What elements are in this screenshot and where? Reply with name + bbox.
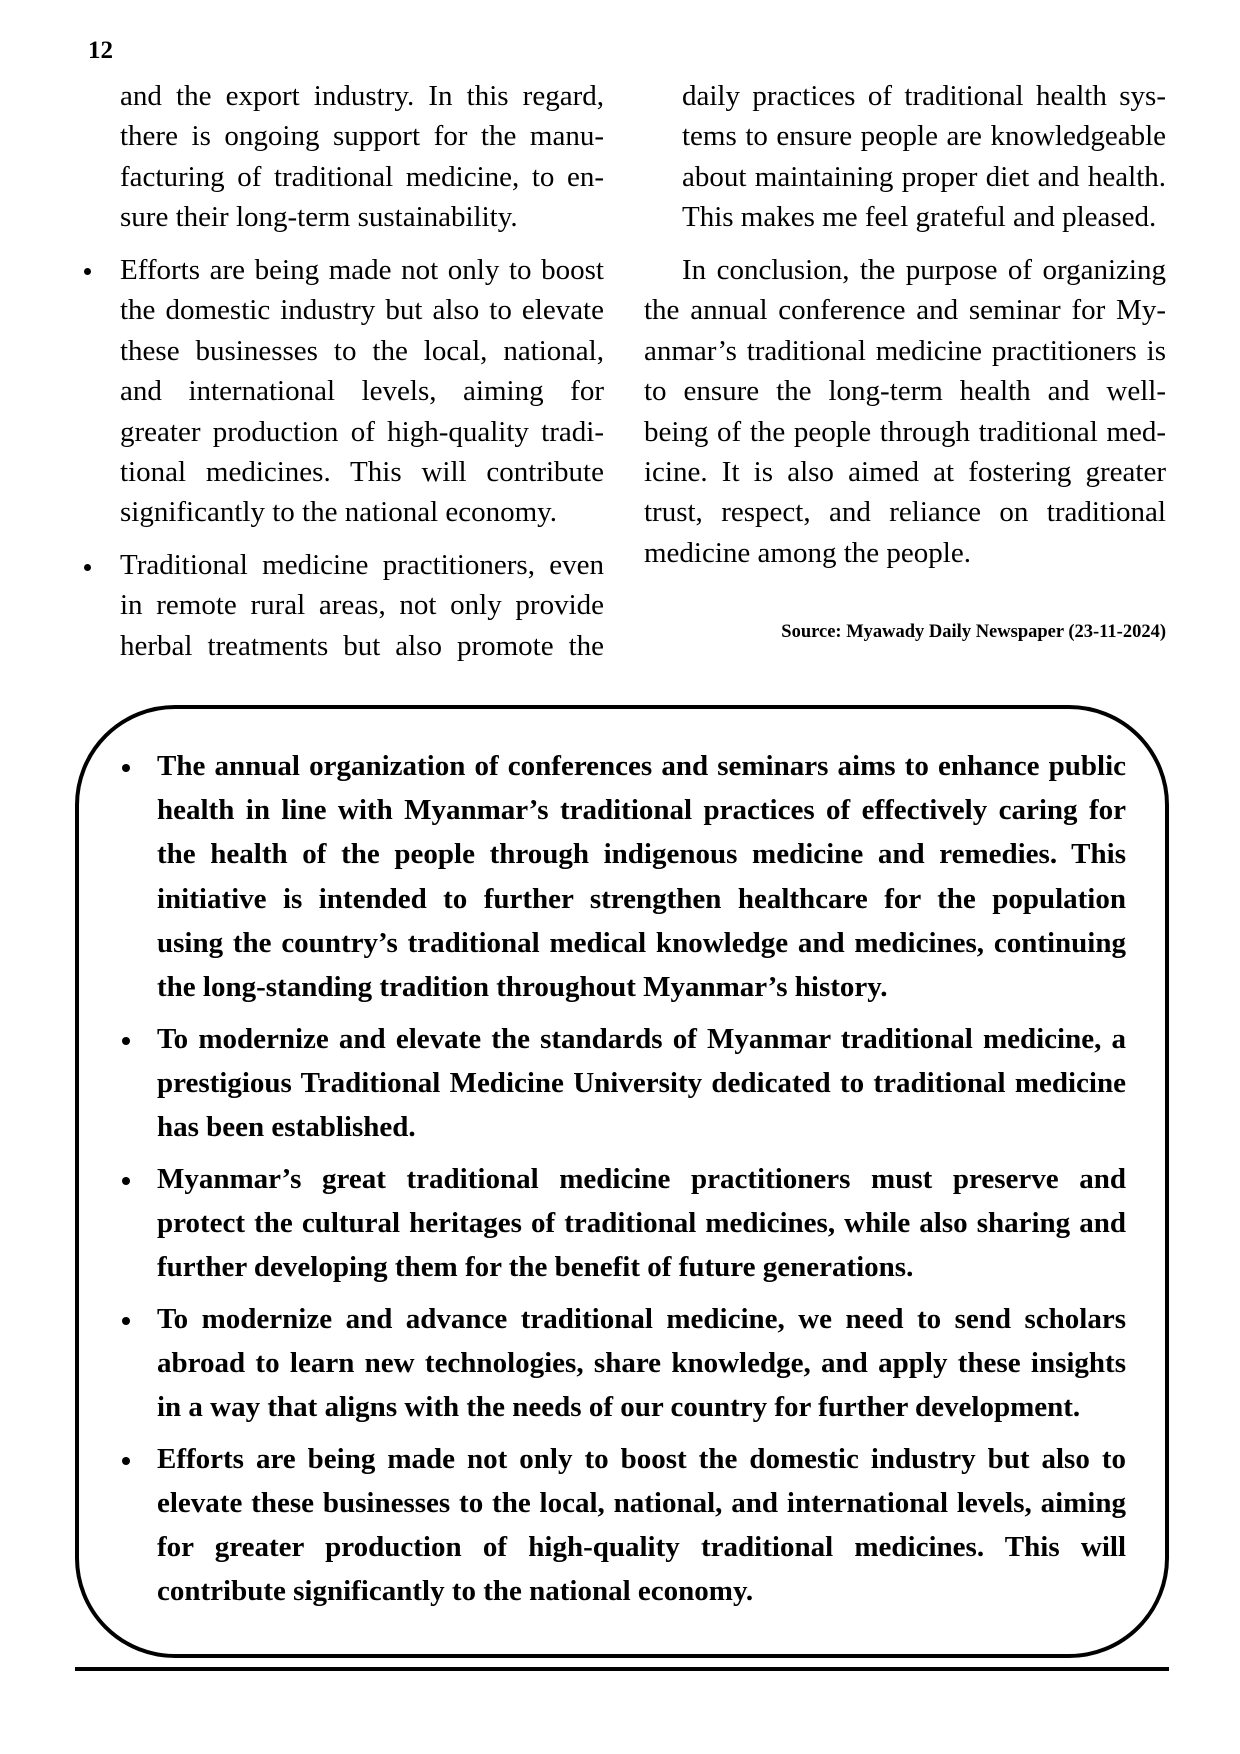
text-line: The annual organization of conferences and seminars aims to enhance public xyxy=(157,750,1126,782)
text-line: abroad to learn new technologies, share knowledge, and apply these insights xyxy=(157,1346,1126,1379)
conclusion-paragraph xyxy=(644,250,1166,573)
bullet-icon xyxy=(122,1177,130,1185)
text-line: in remote rural areas, not only provide xyxy=(120,589,604,622)
page-number: 12 xyxy=(88,37,113,64)
bullet-item xyxy=(157,744,1126,1009)
text-line: to ensure the long-term health and well- xyxy=(644,375,1166,408)
text-line: significantly to the national economy. xyxy=(120,496,558,529)
text-line: has been established. xyxy=(157,1111,416,1143)
text-line: there is ongoing support for the manu- xyxy=(120,120,604,153)
text-line: and the export industry. In this regard, xyxy=(120,80,604,112)
text-line: initiative is intended to further strengthen healthcare for the population xyxy=(157,882,1126,915)
text-line: the domestic industry but also to elevate xyxy=(120,294,604,327)
text-line: sure their long-term sustainability. xyxy=(120,201,518,234)
text-line: the long-standing tradition throughout Myanmar’s history. xyxy=(157,970,888,1003)
text-line: the annual conference and seminar for My- xyxy=(644,294,1166,327)
bullet-icon xyxy=(122,1457,130,1465)
text-line: medicine among the people. xyxy=(644,536,971,569)
bullet-icon xyxy=(122,764,130,772)
text-line: prestigious Traditional Medicine University dedicated to traditional medicine xyxy=(157,1066,1126,1099)
text-line: being of the people through traditional med- xyxy=(644,415,1166,448)
text-line: elevate these businesses to the local, national, and international levels, aiming xyxy=(157,1487,1126,1519)
text-line: these businesses to the local, national, xyxy=(120,334,604,367)
bullet-icon xyxy=(122,1037,130,1045)
text-line: in a way that aligns with the needs of our country for further development. xyxy=(157,1391,1081,1424)
bullet-icon xyxy=(84,564,91,571)
bullet-item xyxy=(157,1017,1126,1150)
right-column xyxy=(644,76,1166,676)
text-line: Myanmar’s great traditional medicine practitioners must preserve and xyxy=(157,1162,1126,1195)
bullet-item xyxy=(120,250,604,533)
text-line: tional medicines. This will contribute xyxy=(120,455,604,488)
text-line: This makes me feel grateful and pleased. xyxy=(682,201,1157,234)
summary-box xyxy=(75,705,1169,1658)
bullet-icon xyxy=(122,1317,130,1325)
bullet-icon xyxy=(84,268,91,275)
text-line: daily practices of traditional health sys- xyxy=(682,80,1166,112)
bullet-item xyxy=(157,1297,1126,1430)
bullet-item xyxy=(120,545,604,666)
text-line: To modernize and elevate the standards of Myanmar traditional medicine, a xyxy=(157,1022,1126,1055)
text-line: icine. It is also aimed at fostering greater xyxy=(644,455,1166,488)
text-line: Efforts are being made not only to boost xyxy=(120,253,604,286)
text-line: further developing them for the benefit of future generations. xyxy=(157,1251,914,1284)
text-line: and international levels, aiming for xyxy=(120,375,604,408)
text-line: the health of the people through indigenous medicine and remedies. This xyxy=(157,838,1126,871)
text-line: herbal treatments but also promote the xyxy=(120,629,604,662)
text-line: To modernize and advance traditional medicine, we need to send scholars xyxy=(157,1302,1126,1335)
text-line: facturing of traditional medicine, to en- xyxy=(120,160,604,193)
left-column xyxy=(120,76,604,666)
source-citation: Source: Myawady Daily Newspaper (23-11-2024) xyxy=(781,622,1166,642)
text-line: greater production of high-quality tradi- xyxy=(120,415,604,448)
bullet-item xyxy=(157,1437,1126,1614)
bullet-continuation xyxy=(644,76,1166,238)
text-line: using the country’s traditional medical knowledge and medicines, continuing xyxy=(157,926,1126,959)
text-line: for greater production of high-quality traditional medicines. This will xyxy=(157,1531,1126,1564)
bullet-continuation xyxy=(120,76,604,238)
text-line: anmar’s traditional medicine practitioners is xyxy=(644,334,1166,367)
text-line: In conclusion, the purpose of organizing xyxy=(682,253,1166,286)
bottom-rule xyxy=(75,1667,1169,1671)
summary-box-content xyxy=(157,744,1126,1614)
text-line: trust, respect, and reliance on traditional xyxy=(644,496,1166,529)
text-line: contribute significantly to the national economy. xyxy=(157,1575,754,1608)
text-line: about maintaining proper diet and health. xyxy=(682,160,1166,193)
bullet-item xyxy=(157,1157,1126,1290)
text-line: protect the cultural heritages of traditional medicines, while also sharing and xyxy=(157,1206,1126,1239)
text-line: Traditional medicine practitioners, even xyxy=(120,549,604,582)
text-line: health in line with Myanmar’s traditional practices of effectively caring for xyxy=(157,794,1126,827)
text-line: Efforts are being made not only to boost the domestic industry but also to xyxy=(157,1442,1126,1475)
text-line: tems to ensure people are knowledgeable xyxy=(682,120,1166,153)
